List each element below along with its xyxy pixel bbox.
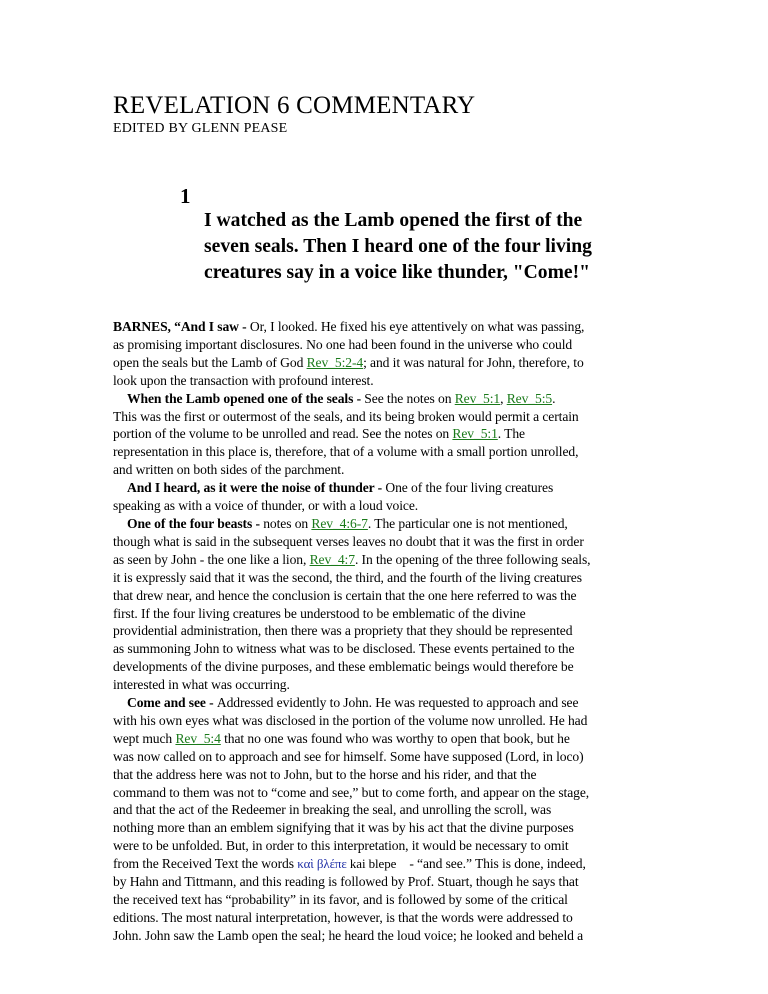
commentary-line: open the seals but the Lamb of God Rev_5:2-4; and it was natural for John, therefore, to (113, 354, 584, 370)
verse-line: creatures say in a voice like thunder, "Come!" (204, 262, 591, 283)
commentary-line: When the Lamb opened one of the seals - See the notes on Rev_5:1, Rev_5:5. (127, 390, 556, 406)
verse-line: seven seals. Then I heard one of the four living (204, 236, 592, 257)
verse-number: 1 (180, 184, 191, 208)
commentary-line: from the Received Text the words καὶ βλέπε kai blepe - “and see.” This is done, indeed, (113, 856, 586, 872)
commentary-line: as promising important disclosures. No one had been found in the universe who could (113, 336, 573, 352)
commentary-body (113, 318, 658, 945)
commentary-line: representation in this place is, therefore, that of a volume with a small portion unrolled, (113, 444, 579, 460)
commentary-line: the received text has “probability” in its favor, and is followed by some of the critical (113, 892, 568, 907)
greek-phrase: καὶ βλέπε (297, 856, 347, 872)
transliteration: kai blepe (346, 856, 400, 872)
commentary-line: with his own eyes what was disclosed in the portion of the volume now unrolled. He had (113, 712, 588, 728)
commentary-line: developments of the divine purposes, and these emblematic beings would therefore be (113, 659, 574, 675)
commentary-line: And I heard, as it were the noise of thunder - One of the four living creatures (127, 480, 554, 496)
scripture-link[interactable]: Rev_5:5 (506, 390, 553, 406)
scripture-link[interactable]: Rev_4:7 (309, 551, 355, 567)
commentary-line: and that the act of the Redeemer in breaking the seal, and unrolling the scroll, was (113, 802, 552, 818)
paragraph-lead: And I heard, as it were the noise of thunder - (127, 480, 386, 496)
scripture-link[interactable]: Rev_4:6-7 (311, 515, 368, 531)
paragraph-lead: When the Lamb opened one of the seals - (127, 390, 365, 406)
commentary-line: Come and see - Addressed evidently to John. He was requested to approach and see (127, 695, 579, 711)
commentary-line: as summoning John to witness what was to be disclosed. These events pertained to the (113, 641, 575, 657)
commentary-line: interested in what was occurring. (113, 677, 290, 693)
verse-line: I watched as the Lamb opened the first of the (204, 210, 583, 231)
commentary-line: portion of the volume to be unrolled and read. See the notes on Rev_5:1. The (113, 426, 525, 442)
commentary-line: One of the four beasts - notes on Rev_4:6-7. The particular one is not mentioned, (127, 515, 568, 531)
document-subtitle: EDITED BY GLENN PEASE (113, 121, 288, 136)
commentary-line: that the address here was not to John, but to the horse and his rider, and that the (113, 766, 537, 782)
commentary-line: by Hahn and Tittmann, and this reading is followed by Prof. Stuart, though he says that (113, 874, 579, 890)
commentary-line: and written on both sides of the parchment. (113, 462, 345, 478)
commentary-line: editions. The most natural interpretation, however, is that the words were addressed to (113, 909, 573, 925)
commentary-line: wept much Rev_5:4 that no one was found who was worthy to open that book, but he (113, 730, 570, 746)
scripture-link[interactable]: Rev_5:2-4 (306, 354, 364, 370)
document-title: REVELATION 6 COMMENTARY (113, 92, 476, 119)
commentary-line: look upon the transaction with profound interest. (113, 372, 374, 388)
scripture-link[interactable]: Rev_5:4 (175, 730, 221, 746)
commentary-line: nothing more than an emblem signifying that it was by his act that the divine purposes (113, 820, 574, 836)
commentary-line: were to be unfolded. But, in order to this interpretation, it would be necessary to omit (113, 838, 569, 854)
paragraph-lead: Come and see - (127, 695, 217, 711)
commentary-line: first. If the four living creatures be understood to be emblematic of the divine (113, 605, 526, 621)
verse-text (204, 208, 674, 286)
scripture-link[interactable]: Rev_5:1 (452, 426, 498, 442)
commentary-line: as seen by John - the one like a lion, Rev_4:7. In the opening of the three following seals, (113, 551, 591, 567)
commentary-line: BARNES, “And I saw - Or, I looked. He fixed his eye attentively on what was passing, (113, 319, 585, 334)
paragraph-lead: BARNES, “And I saw - (113, 319, 250, 334)
paragraph-lead: One of the four beasts - (127, 515, 264, 531)
commentary-line: providential administration, then there was a propriety that they should be represented (113, 623, 573, 639)
commentary-line: This was the first or outermost of the seals, and its being broken would permit a certain (113, 408, 579, 424)
commentary-line: was now called on to approach and see for himself. Some have supposed (Lord, in loco) (113, 748, 584, 764)
scripture-link[interactable]: Rev_5:1 (454, 390, 501, 406)
commentary-line: John. John saw the Lamb open the seal; he heard the loud voice; he looked and beheld a (113, 927, 584, 943)
commentary-line: that drew near, and hence the conclusion is certain that the one here referred to was the (113, 587, 577, 603)
commentary-line: it is expressly said that it was the second, the third, and the fourth of the living creatures (113, 569, 582, 585)
commentary-line: though what is said in the subsequent verses leaves no doubt that it was the first in order (113, 533, 584, 549)
commentary-line: command to them was not to “come and see,” but to come forth, and appear on the stage, (113, 784, 590, 800)
commentary-line: speaking as with a voice of thunder, or with a loud voice. (113, 498, 419, 514)
